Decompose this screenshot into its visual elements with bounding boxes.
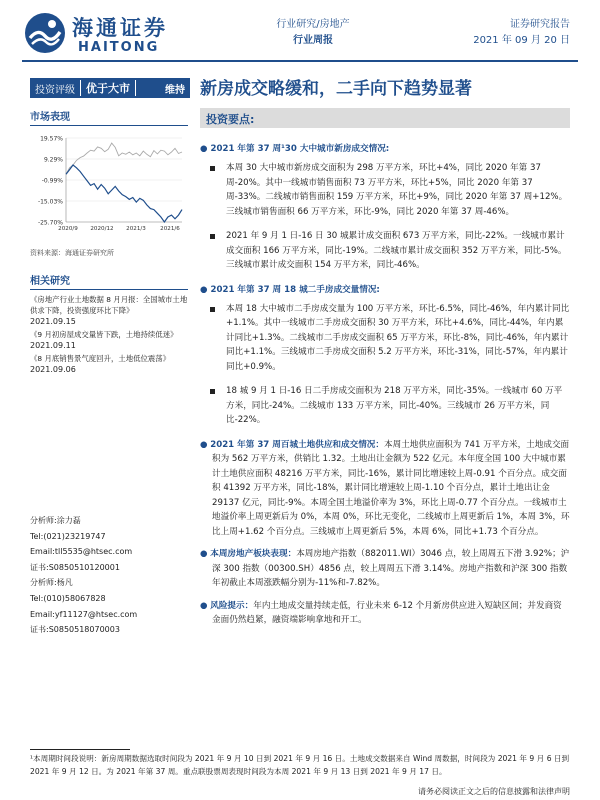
analyst-line: Tel:(021)23219747 <box>30 531 106 541</box>
related-title: 《房地产行业土地数据 8 月月报：全国城市土地供求下降，投资强度环比下降》 <box>30 295 188 315</box>
x-tick-label: 2020/12 <box>90 226 114 232</box>
header-divider <box>22 60 578 62</box>
y-tick-label: -15.03% <box>37 198 63 206</box>
related-date: 2021.09.06 <box>30 365 76 374</box>
related-research <box>30 272 188 375</box>
new-home-bullet: 本周 30 大中城市新房成交面积为 298 万平方米，环比+4%，同比 2020 年第 37 周-20%。其中一线城市销售面积 73 万平方米，环比+5%，同比 2020 年第 37 周-33%。二线城市销售面积 159 万平方米，环比+9%，同比 2020 年第 37 周+12%。三线城市销售面积 66 万平方米，环比-9%，同比 2020 年第 37 周-46%。 <box>200 161 570 219</box>
market-chart-svg <box>30 130 188 240</box>
company-logo <box>22 10 212 58</box>
related-item[interactable] <box>30 294 188 327</box>
new-home-bullet: 2021 年 9 月 1 日-16 日 30 城累计成交面积 673 万平方米，同比-22%。一线城市累计成交面积 166 万平方米，同比-19%。二线城市累计成交面积 352 万平方米，同比-5%。三线城市累计成交面积 154 万平方米，同比-46%。 <box>200 229 570 273</box>
market-heading: 市场表现 <box>30 108 188 126</box>
risk-text: 年内土地成交量持续走低，行业未来 6-12 个月新房供应进入短缺区间；并发商资金面仍然趋紧，融资端影响拿地和开工。 <box>212 600 562 625</box>
x-tick-label: 2021/3 <box>126 226 146 232</box>
analyst-contacts <box>30 513 188 638</box>
header-category-block <box>258 17 368 49</box>
report-date: 2021 年 09 月 20 日 <box>473 35 570 46</box>
related-title: 《8 月底销售景气度回升，土地低位震荡》 <box>30 354 171 363</box>
sector-line <box>66 165 182 222</box>
rating-status: 维持 <box>165 84 185 96</box>
land-text: 本周土地供应面积为 741 万平方米，土地成交面积为 562 万平方米，供销比 1.32。土地出让金额为 522 亿元。本年度全国 100 大中城市累计土地供应面积 48216 万平方米，同比-16%，累计同比增速较上周-0.91 个百分点。成交面积 41392 万平方米，同比-18%，累计同比增速较上周-1.10 个百分点，累计土地出让金 29137 亿元，同比-9%。本周全国土地溢价率为 3%，环比上周-0.77 个百分点。一线城市土地溢价率上周更新后为 0%，本周 0%，环比无变化，二线城市上周更新后 1%，本周 3%，环比上周+1.62 个百分点。三线城市上周更新后 5%，本周 6%，同比+1.73 个百分点。 <box>212 439 570 537</box>
rating-bar <box>30 78 190 98</box>
rating-label: 投资评级 <box>35 84 75 96</box>
document-type: 证券研究报告 <box>510 19 570 30</box>
related-title: 《9 月初房屋成交量皆下跌，土地持续低迷》 <box>30 330 178 339</box>
analyst-line: Tel:(010)58067828 <box>30 593 106 603</box>
logo-english-text: HAITONG <box>78 40 160 55</box>
main-content <box>200 108 570 636</box>
land-paragraph: ● 2021 年第 37 周百城土地供应和成交情况：本周土地供应面积为 741 万平方米，土地成交面积为 562 万平方米，供销比 1.32。土地出让金额为 522 亿元。本年度全国 100 大中城市累计土地供应面积 48216 万平方米，同比-16%，累计同比增速较上周-0.91 个百分点。成交面积 41392 万平方米，同比-18%，累计同比增速较上周-1.10 个百分点，累计土地出让金 29137 亿元，同比-9%。本周全国土地溢价率为 3%，环比上周-0.77 个百分点。一线城市土地溢价率上周更新后为 0%，本周 0%，环比无变化，二线城市上周更新后 1%，本周 3%，环比上周+1.62 个百分点。三线城市上周更新后 5%，本周 6%，同比+1.73 个百分点。 <box>200 439 570 537</box>
risk-lead: 风险提示： <box>210 600 254 611</box>
analyst-line: 证书:S0850518070003 <box>30 625 120 635</box>
logo-chinese-text: 海通证券 <box>72 15 168 40</box>
y-tick-label: 19.57% <box>40 135 63 143</box>
x-tick-label: 2020/9 <box>58 226 78 232</box>
index-paragraph: ● 本周房地产板块表现：本周房地产指数（882011.WI）3046 点，较上周周五下滑 3.92%；沪深 300 指数（00300.SH）4856 点，较上周周五下滑 3.14%。房地产指数和沪深 300 指数年初截止本周涨跌幅分别为-11%和-7.82%。 <box>200 549 570 588</box>
new-home-heading: ● 2021 年第 37 周¹30 大中城市新房成交情况: <box>200 144 390 154</box>
related-date: 2021.09.11 <box>30 341 76 350</box>
disclaimer-footer: 请务必阅读正文之后的信息披露和法律声明 <box>418 787 570 796</box>
footnote-divider <box>30 749 130 750</box>
key-points-heading: 投资要点: <box>200 108 570 128</box>
second-hand-section <box>200 283 570 428</box>
analyst-email[interactable]: Email:yf11127@htsec.com <box>30 609 138 619</box>
second-hand-bullet: 本周 18 大中城市二手房成交量为 100 万平方米，环比-6.5%，同比-46%，年内累计同比+1.1%。其中一线城市二手房成交面积 30 万平方米，环比+4.6%，同比-44%，年内累计同比+1.3%。二线城市二手房成交面积 65 万平方米，环比-8%，同比-46%，年内累计同比+1.1%。三线城市二手房成交面积 5.2 万平方米，环比-31%，同比-57%，年内累计同比+0.9%。 <box>200 302 570 375</box>
analyst-line: 分析师:杨凡 <box>30 578 73 588</box>
second-hand-bullet: 18 城 9 月 1 日-16 日二手房成交面积为 218 万平方米，同比-35%。一线城市 60 万平方米，同比-24%。二线城市 133 万平方米，同比-40%。三线城市 26 万平方米，同比-22%。 <box>200 384 570 428</box>
market-performance-chart <box>30 130 188 240</box>
left-sidebar <box>30 108 188 377</box>
new-home-section <box>200 142 570 273</box>
related-date: 2021.09.15 <box>30 317 76 326</box>
index-text: 本周房地产指数（882011.WI）3046 点，较上周周五下滑 3.92%；沪深 300 指数（00300.SH）4856 点，较上周周五下滑 3.14%。房地产指数和沪深 300 指数年初截止本周涨跌幅分别为-11%和-7.82%。 <box>212 549 570 588</box>
risk-paragraph: ● 风险提示：年内土地成交量持续走低，行业未来 6-12 个月新房供应进入短缺区间；并发商资金面仍然趋紧，融资端影响拿地和开工。 <box>200 600 562 625</box>
analyst-line: 分析师:涂力磊 <box>30 516 81 525</box>
related-item[interactable] <box>30 353 188 375</box>
y-tick-label: 9.29% <box>43 156 63 164</box>
related-item[interactable] <box>30 329 188 351</box>
report-title: 新房成交略缓和，二手向下趋势显著 <box>200 79 472 99</box>
related-heading: 相关研究 <box>30 272 188 290</box>
second-hand-heading: ● 2021 年第 37 周 18 城二手房成交量情况: <box>200 284 380 295</box>
footnote: ¹本周期时间段说明：新房周期数据选取时间段为 2021 年 9 月 10 日到 2021 年 9 月 16 日。土地成交数据来自 Wind 周数据，时间段为 2021 年 9 月 6 日到 2021 年 9 月 12 日。为 2021 年第 37 周。重点联股票周表现时间段为本周 2021 年 9 月 13 日到 2021 年 9 月 17 日。 <box>30 754 570 776</box>
y-tick-label: -0.99% <box>41 177 63 185</box>
x-tick-label: 2021/6 <box>160 226 180 232</box>
report-series: 行业周报 <box>293 35 333 46</box>
chart-source: 资料来源：海通证券研究所 <box>30 249 114 257</box>
header-right-block <box>473 17 570 49</box>
index-lead: 本周房地产板块表现： <box>210 549 297 559</box>
analyst-email[interactable]: Email:tll5535@htsec.com <box>30 547 133 557</box>
haitong-logo-icon <box>22 10 68 56</box>
analyst-line: 证书:S0850510120001 <box>30 562 120 572</box>
y-tick-label: -25.70% <box>37 219 63 227</box>
rating-value: 优于大市 <box>80 80 136 96</box>
report-category: 行业研究/房地产 <box>276 19 350 30</box>
land-lead: 2021 年第 37 周百城土地供应和成交情况： <box>210 439 384 450</box>
